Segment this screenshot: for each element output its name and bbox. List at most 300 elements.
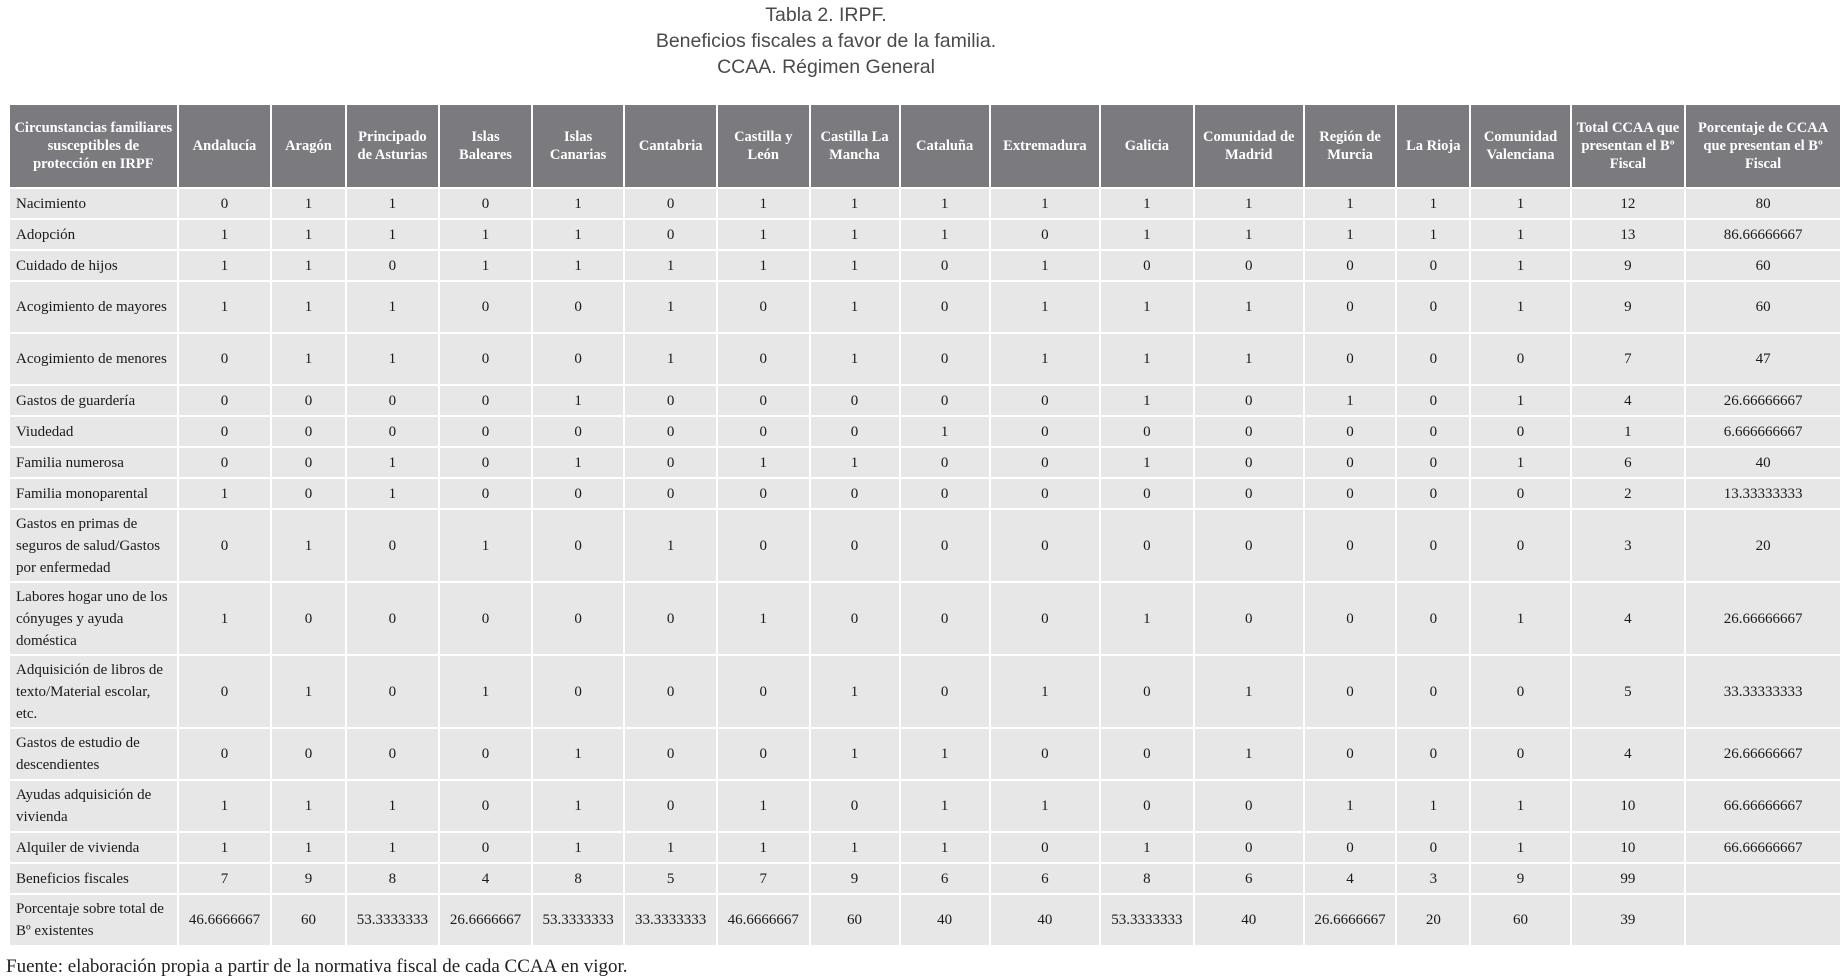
table-cell: 0 — [990, 416, 1100, 447]
table-cell: 0 — [990, 219, 1100, 250]
title-line-2: Beneficios fiscales a favor de la familia. — [655, 30, 997, 52]
table-cell: 1 — [1194, 333, 1304, 385]
table-cell: 1 — [1194, 728, 1304, 780]
table-cell: 0 — [271, 728, 345, 780]
table-cell: 1 — [810, 219, 900, 250]
table-cell: 1 — [439, 219, 532, 250]
table-cell: 1 — [271, 250, 345, 281]
table-cell: 0 — [439, 447, 532, 478]
table-row — [9, 385, 1841, 416]
table-cell: 0 — [1100, 416, 1194, 447]
table-cell: 0 — [1396, 655, 1470, 728]
table-cell: 0 — [990, 832, 1100, 863]
title-line-3: CCAA. Régimen General — [717, 56, 935, 78]
header-column: Región de Murcia — [1304, 104, 1397, 188]
table-cell: 6 — [990, 863, 1100, 894]
table-cell: 1 — [178, 582, 272, 655]
table-cell: 0 — [1396, 509, 1470, 582]
table-cell: 1 — [1396, 780, 1470, 832]
table-cell: 1 — [178, 219, 272, 250]
table-cell: 1 — [532, 188, 625, 219]
table-cell: 0 — [1100, 655, 1194, 728]
table-cell: 3 — [1396, 863, 1470, 894]
table-cell: 1 — [1304, 188, 1397, 219]
table-cell: 0 — [1100, 780, 1194, 832]
table-cell: 80 — [1685, 188, 1841, 219]
table-row — [9, 728, 1841, 780]
table-cell: 1 — [271, 780, 345, 832]
header-column: Andalucía — [178, 104, 272, 188]
row-label: Acogimiento de mayores — [9, 281, 178, 333]
table-cell: 1 — [1100, 832, 1194, 863]
header-column: Castilla La Mancha — [810, 104, 900, 188]
table-cell: 0 — [439, 582, 532, 655]
table-cell: 1 — [810, 281, 900, 333]
table-cell: 0 — [717, 416, 810, 447]
table-cell: 0 — [1470, 333, 1570, 385]
table-cell: 0 — [990, 385, 1100, 416]
table-cell: 1 — [439, 509, 532, 582]
header-column: Comunidad Valenciana — [1470, 104, 1570, 188]
table-cell: 1 — [990, 250, 1100, 281]
table-cell: 1 — [900, 728, 990, 780]
table-cell: 1 — [439, 655, 532, 728]
table-cell: 60 — [810, 894, 900, 946]
table-cell: 0 — [178, 385, 272, 416]
table-cell: 0 — [1304, 281, 1397, 333]
table-cell: 0 — [346, 728, 440, 780]
table-cell: 0 — [624, 219, 717, 250]
table-cell: 53.3333333 — [346, 894, 440, 946]
table-cell: 53.3333333 — [532, 894, 625, 946]
table-cell: 0 — [624, 478, 717, 509]
header-circumstance: Circunstancias familiares susceptibles de protección en IRPF — [9, 104, 178, 188]
table-cell: 0 — [346, 582, 440, 655]
table-cell: 1 — [900, 780, 990, 832]
table-cell: 0 — [624, 416, 717, 447]
table-cell: 46.6666667 — [717, 894, 810, 946]
header-column: Galicia — [1100, 104, 1194, 188]
table-cell: 66.66666667 — [1685, 832, 1841, 863]
table-cell: 0 — [1304, 655, 1397, 728]
table-cell: 0 — [532, 333, 625, 385]
table-cell: 1 — [1100, 582, 1194, 655]
header-column: Cantabria — [624, 104, 717, 188]
table-cell: 0 — [900, 655, 990, 728]
table-cell: 0 — [439, 728, 532, 780]
table-cell: 0 — [1396, 333, 1470, 385]
table-cell: 0 — [439, 832, 532, 863]
table-cell: 0 — [439, 333, 532, 385]
table-cell: 0 — [624, 655, 717, 728]
header-column: Islas Canarias — [532, 104, 625, 188]
table-cell: 0 — [178, 416, 272, 447]
table-cell: 0 — [717, 385, 810, 416]
source-note: Fuente: elaboración propia a partir de la normativa fiscal de cada CCAA en vigor. — [6, 956, 628, 977]
header-column: Principado de Asturias — [346, 104, 440, 188]
table-cell: 0 — [1396, 582, 1470, 655]
table-cell: 60 — [1685, 250, 1841, 281]
table-cell: 1 — [810, 250, 900, 281]
table-cell: 2 — [1571, 478, 1685, 509]
table-cell: 0 — [1396, 250, 1470, 281]
table-cell: 1 — [717, 780, 810, 832]
table-cell: 0 — [178, 728, 272, 780]
table-cell: 0 — [1194, 416, 1304, 447]
row-label: Porcentaje sobre total de Bº existentes — [9, 894, 178, 946]
table-cell: 0 — [900, 333, 990, 385]
table-cell: 1 — [990, 655, 1100, 728]
table-cell: 1 — [900, 219, 990, 250]
table-cell — [1685, 894, 1841, 946]
table-cell: 60 — [1470, 894, 1570, 946]
table-cell: 6 — [1571, 447, 1685, 478]
table-row — [9, 447, 1841, 478]
table-cell: 0 — [900, 250, 990, 281]
row-label: Familia monoparental — [9, 478, 178, 509]
table-row — [9, 780, 1841, 832]
table-cell: 46.6666667 — [178, 894, 272, 946]
table-cell: 1 — [990, 333, 1100, 385]
table-cell: 6 — [1194, 863, 1304, 894]
table-cell: 1 — [532, 219, 625, 250]
table-cell: 1 — [1470, 832, 1570, 863]
table-cell: 1 — [346, 478, 440, 509]
table-cell: 0 — [1100, 478, 1194, 509]
table-cell: 1 — [1304, 780, 1397, 832]
table-cell: 0 — [346, 416, 440, 447]
table-cell: 0 — [900, 385, 990, 416]
table-cell: 0 — [990, 478, 1100, 509]
table-cell: 0 — [346, 509, 440, 582]
table-cell: 0 — [439, 385, 532, 416]
table-cell: 0 — [1396, 416, 1470, 447]
table-row — [9, 509, 1841, 582]
table-cell: 0 — [346, 655, 440, 728]
table-row — [9, 832, 1841, 863]
table-cell: 9 — [1571, 281, 1685, 333]
table-cell: 0 — [532, 582, 625, 655]
table-cell: 0 — [1194, 478, 1304, 509]
table-cell: 0 — [810, 478, 900, 509]
benefits-table — [8, 103, 1842, 947]
table-cell: 40 — [900, 894, 990, 946]
table-cell: 1 — [178, 478, 272, 509]
table-cell: 0 — [439, 416, 532, 447]
table-cell: 1 — [1470, 188, 1570, 219]
table-cell: 40 — [1194, 894, 1304, 946]
table-cell: 1 — [1470, 447, 1570, 478]
table-cell: 1 — [439, 250, 532, 281]
table-cell: 0 — [717, 655, 810, 728]
table-cell: 0 — [178, 333, 272, 385]
table-cell: 1 — [1100, 447, 1194, 478]
table-cell: 0 — [1304, 447, 1397, 478]
table-cell: 0 — [900, 447, 990, 478]
table-cell: 5 — [624, 863, 717, 894]
table-cell: 33.33333333 — [1685, 655, 1841, 728]
header-column: La Rioja — [1396, 104, 1470, 188]
table-cell: 1 — [810, 832, 900, 863]
table-cell: 0 — [439, 478, 532, 509]
table-cell: 1 — [810, 447, 900, 478]
table-cell: 0 — [271, 385, 345, 416]
table-cell: 8 — [1100, 863, 1194, 894]
table-cell: 1 — [717, 582, 810, 655]
table-cell: 0 — [1470, 728, 1570, 780]
table-cell: 1 — [810, 188, 900, 219]
table-cell: 0 — [1100, 250, 1194, 281]
table-cell: 1 — [346, 447, 440, 478]
table-cell: 1 — [1100, 385, 1194, 416]
table-cell: 1 — [271, 188, 345, 219]
table-row — [9, 863, 1841, 894]
table-cell: 6.666666667 — [1685, 416, 1841, 447]
table-row — [9, 188, 1841, 219]
row-label: Nacimiento — [9, 188, 178, 219]
table-cell: 86.66666667 — [1685, 219, 1841, 250]
row-label: Viudedad — [9, 416, 178, 447]
table-cell: 1 — [1304, 219, 1397, 250]
table-cell: 0 — [624, 447, 717, 478]
row-label: Acogimiento de menores — [9, 333, 178, 385]
table-cell: 0 — [532, 416, 625, 447]
table-cell: 1 — [1194, 219, 1304, 250]
table-cell: 0 — [1470, 416, 1570, 447]
table-row — [9, 219, 1841, 250]
table-cell: 0 — [271, 447, 345, 478]
table-cell: 1 — [271, 281, 345, 333]
table-cell: 1 — [717, 188, 810, 219]
table-cell: 1 — [717, 250, 810, 281]
table-cell: 0 — [810, 509, 900, 582]
table-cell: 0 — [1396, 478, 1470, 509]
table-cell: 53.3333333 — [1100, 894, 1194, 946]
table-cell: 4 — [1571, 582, 1685, 655]
table-cell: 0 — [1194, 385, 1304, 416]
table-cell: 1 — [271, 219, 345, 250]
table-cell: 1 — [900, 416, 990, 447]
table-cell: 26.6666667 — [1304, 894, 1397, 946]
table-row — [9, 416, 1841, 447]
table-row — [9, 281, 1841, 333]
row-label: Adquisición de libros de texto/Material escolar, etc. — [9, 655, 178, 728]
table-cell: 66.66666667 — [1685, 780, 1841, 832]
row-label: Cuidado de hijos — [9, 250, 178, 281]
table-cell: 4 — [1571, 728, 1685, 780]
table-cell: 0 — [1304, 478, 1397, 509]
table-cell: 26.66666667 — [1685, 728, 1841, 780]
table-cell: 0 — [900, 478, 990, 509]
table-cell: 40 — [990, 894, 1100, 946]
table-cell: 0 — [717, 333, 810, 385]
table-cell: 0 — [1304, 416, 1397, 447]
table-row — [9, 478, 1841, 509]
header-column: Islas Baleares — [439, 104, 532, 188]
table-cell: 0 — [532, 655, 625, 728]
table-cell: 40 — [1685, 447, 1841, 478]
table-cell: 1 — [532, 728, 625, 780]
table-cell: 0 — [532, 281, 625, 333]
row-label: Beneficios fiscales — [9, 863, 178, 894]
table-cell: 0 — [810, 582, 900, 655]
table-cell: 0 — [271, 582, 345, 655]
table-cell: 26.66666667 — [1685, 582, 1841, 655]
table-cell: 1 — [1100, 333, 1194, 385]
table-cell: 1 — [346, 780, 440, 832]
table-cell: 1 — [900, 188, 990, 219]
table-cell: 12 — [1571, 188, 1685, 219]
table-cell: 0 — [271, 416, 345, 447]
table-cell: 0 — [346, 385, 440, 416]
table-cell: 1 — [532, 447, 625, 478]
table-cell: 0 — [1194, 250, 1304, 281]
table-cell: 9 — [1571, 250, 1685, 281]
table-cell: 1 — [990, 780, 1100, 832]
table-cell: 0 — [439, 780, 532, 832]
table-cell: 0 — [1194, 582, 1304, 655]
header-column: Porcentaje de CCAA que presentan el Bº Fiscal — [1685, 104, 1841, 188]
table-cell — [1685, 863, 1841, 894]
table-cell: 0 — [178, 447, 272, 478]
table-header-row — [9, 104, 1841, 188]
table-cell: 1 — [1470, 582, 1570, 655]
table-cell: 0 — [1304, 333, 1397, 385]
table-container — [8, 103, 1842, 947]
table-cell: 26.6666667 — [439, 894, 532, 946]
table-cell: 0 — [1470, 655, 1570, 728]
header-column: Cataluña — [900, 104, 990, 188]
table-cell: 4 — [1304, 863, 1397, 894]
table-cell: 47 — [1685, 333, 1841, 385]
header-column: Aragón — [271, 104, 345, 188]
table-cell: 0 — [1194, 832, 1304, 863]
table-cell: 1 — [717, 832, 810, 863]
table-cell: 13 — [1571, 219, 1685, 250]
table-cell: 8 — [532, 863, 625, 894]
table-cell: 9 — [1470, 863, 1570, 894]
table-cell: 20 — [1685, 509, 1841, 582]
table-cell: 1 — [1194, 188, 1304, 219]
table-cell: 1 — [990, 188, 1100, 219]
table-cell: 1 — [990, 281, 1100, 333]
table-cell: 1 — [624, 509, 717, 582]
table-cell: 1 — [1100, 219, 1194, 250]
table-cell: 0 — [810, 385, 900, 416]
table-cell: 1 — [346, 188, 440, 219]
table-cell: 5 — [1571, 655, 1685, 728]
table-row — [9, 582, 1841, 655]
table-cell: 1 — [1304, 385, 1397, 416]
table-cell: 1 — [532, 385, 625, 416]
table-cell: 1 — [346, 281, 440, 333]
table-cell: 0 — [1304, 509, 1397, 582]
row-label: Labores hogar uno de los cónyuges y ayuda doméstica — [9, 582, 178, 655]
table-row — [9, 655, 1841, 728]
table-cell: 1 — [624, 832, 717, 863]
table-cell: 0 — [717, 281, 810, 333]
table-cell: 1 — [178, 281, 272, 333]
table-cell: 1 — [178, 780, 272, 832]
table-cell: 0 — [624, 780, 717, 832]
table-cell: 0 — [717, 478, 810, 509]
header-column: Comunidad de Madrid — [1194, 104, 1304, 188]
header-column: Extremadura — [990, 104, 1100, 188]
table-cell: 0 — [624, 728, 717, 780]
table-cell: 1 — [1194, 281, 1304, 333]
table-cell: 0 — [990, 728, 1100, 780]
row-label: Ayudas adquisición de vivienda — [9, 780, 178, 832]
table-cell: 0 — [1396, 281, 1470, 333]
table-cell: 1 — [346, 333, 440, 385]
table-cell: 13.33333333 — [1685, 478, 1841, 509]
table-cell: 0 — [346, 250, 440, 281]
table-cell: 0 — [1396, 728, 1470, 780]
table-cell: 0 — [1304, 582, 1397, 655]
table-cell: 60 — [271, 894, 345, 946]
table-cell: 0 — [624, 385, 717, 416]
table-cell: 1 — [717, 447, 810, 478]
table-cell: 0 — [178, 655, 272, 728]
table-cell: 39 — [1571, 894, 1685, 946]
table-cell: 0 — [717, 509, 810, 582]
table-row — [9, 894, 1841, 946]
table-cell: 0 — [1470, 478, 1570, 509]
table-cell: 0 — [439, 188, 532, 219]
table-cell: 1 — [1470, 385, 1570, 416]
table-cell: 0 — [990, 447, 1100, 478]
table-cell: 0 — [532, 509, 625, 582]
table-cell: 9 — [810, 863, 900, 894]
table-cell: 1 — [178, 250, 272, 281]
table-cell: 1 — [624, 281, 717, 333]
table-cell: 1 — [1470, 250, 1570, 281]
table-cell: 10 — [1571, 780, 1685, 832]
table-cell: 1 — [271, 655, 345, 728]
table-cell: 0 — [1100, 728, 1194, 780]
table-cell: 0 — [900, 582, 990, 655]
table-cell: 0 — [624, 188, 717, 219]
table-row — [9, 250, 1841, 281]
table-cell: 1 — [624, 250, 717, 281]
table-cell: 1 — [810, 655, 900, 728]
header-column: Total CCAA que presentan el Bº Fiscal — [1571, 104, 1685, 188]
table-cell: 0 — [990, 509, 1100, 582]
table-cell: 1 — [346, 832, 440, 863]
table-cell: 99 — [1571, 863, 1685, 894]
table-cell: 1 — [346, 219, 440, 250]
table-cell: 0 — [1396, 447, 1470, 478]
table-cell: 0 — [900, 509, 990, 582]
table-cell: 0 — [1470, 509, 1570, 582]
table-cell: 0 — [532, 478, 625, 509]
table-cell: 1 — [532, 832, 625, 863]
table-cell: 1 — [271, 333, 345, 385]
table-cell: 0 — [1100, 509, 1194, 582]
table-cell: 1 — [1470, 281, 1570, 333]
table-cell: 1 — [532, 780, 625, 832]
table-cell: 33.3333333 — [624, 894, 717, 946]
table-cell: 0 — [810, 780, 900, 832]
table-cell: 1 — [532, 250, 625, 281]
table-title — [0, 2, 1652, 80]
table-cell: 9 — [271, 863, 345, 894]
table-cell: 20 — [1396, 894, 1470, 946]
table-cell: 0 — [810, 416, 900, 447]
row-label: Gastos de estudio de descendientes — [9, 728, 178, 780]
table-cell: 7 — [717, 863, 810, 894]
table-cell: 0 — [439, 281, 532, 333]
